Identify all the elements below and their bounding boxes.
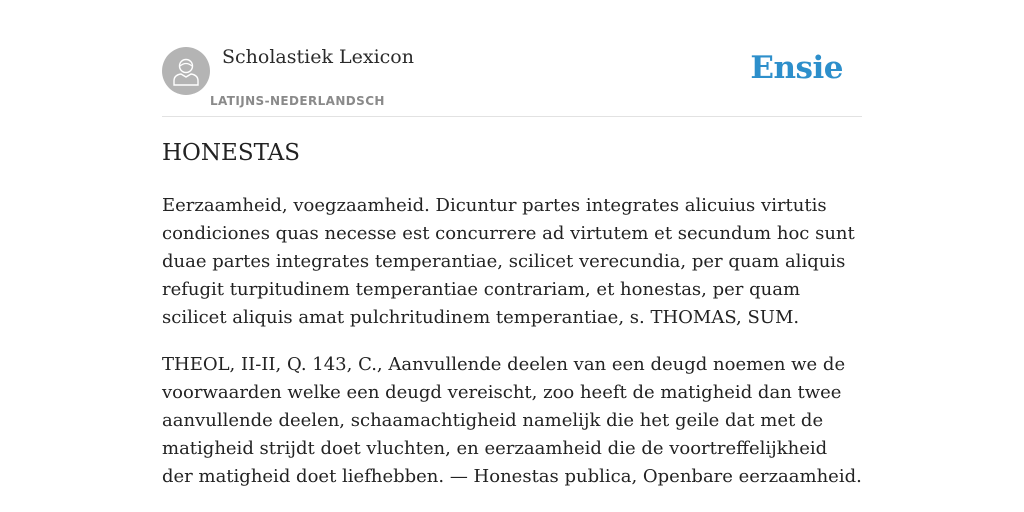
source-subtitle: LATIJNS-NEDERLANDSCH bbox=[210, 94, 385, 108]
source-avatar[interactable] bbox=[162, 47, 210, 95]
entry-title: HONESTAS bbox=[162, 140, 301, 166]
entry-paragraph: Eerzaamheid, voegzaamheid. Dicuntur partes integrates alicuius virtutis condiciones quas necesse est concurrere ad virtutem et secundum hoc sunt duae partes integrates temperantiae, scilicet verecundia, per quam aliquis refugit turpitudinem temperantiae contrariam, et honestas, per quam scilicet aliquis amat pulchritudinem temperantiae, s. THOMAS, SUM. bbox=[162, 195, 855, 328]
user-icon bbox=[172, 56, 200, 86]
entry-paragraph: THEOL, II-II, Q. 143, C., Aanvullende deelen van een deugd noemen we de voorwaarden welke een deugd vereischt, zoo heeft de matigheid dan twee aanvullende deelen, schaamachtigheid namelijk die het geile dat met de matigheid strijdt doet vluchten, en eerzaamheid die de voortreffelijkheid der matigheid doet liefhebben. — Honestas publica, Openbare eerzaamheid. bbox=[162, 354, 862, 487]
source-name[interactable]: Scholastiek Lexicon bbox=[222, 46, 414, 68]
ensie-logo[interactable]: Ensie bbox=[750, 50, 843, 86]
entry-header bbox=[162, 0, 862, 117]
page-content bbox=[162, 0, 862, 487]
